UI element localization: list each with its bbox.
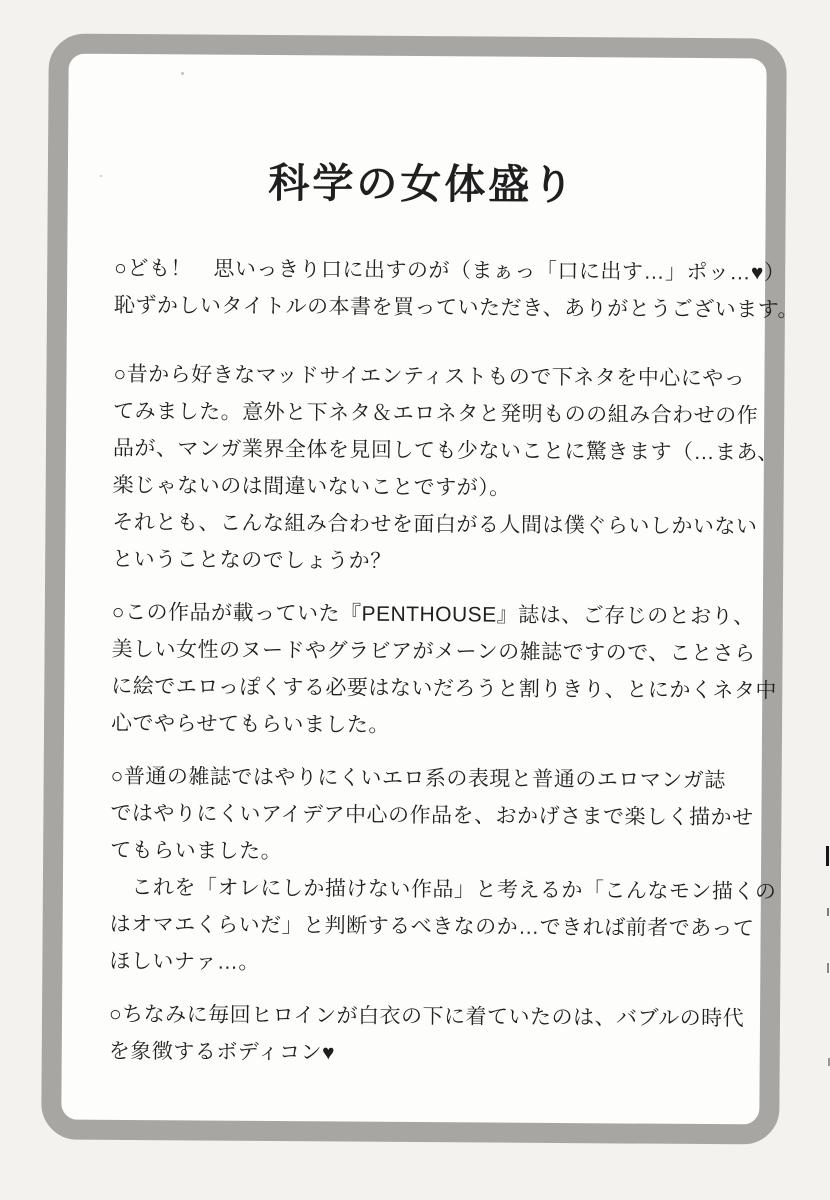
- text-line: ではやりにくいアイデア中心の作品を、おかげさまで楽しく描かせ: [110, 801, 754, 830]
- text-line: 楽じゃないのは間違いないことですが）。: [112, 473, 511, 500]
- text-line: ○昔から好きなマッドサイエンティストもので下ネタを中心にやっ: [113, 362, 746, 391]
- page-title: 科学の女体盛り: [268, 159, 577, 209]
- text-line: ○普通の雑誌ではやりにくいエロ系の表現と普通のエロマンガ誌: [110, 764, 726, 793]
- text-line: はオマエくらいだ」と判断するべきなのか…できれば前者であって: [109, 912, 755, 941]
- paragraph: [110, 594, 778, 746]
- text-line: てみました。意外と下ネタ＆エロネタと発明ものの組み合わせの作: [113, 399, 759, 428]
- paper-speck: [100, 175, 102, 177]
- text-line: それとも、こんな組み合わせを面白がる人間は僕ぐらいしかいない: [112, 510, 758, 539]
- text-line: ○ちなみに毎回ヒロインが白衣の下に着ていたのは、バブルの時代: [108, 1002, 745, 1031]
- scan-artifact: [827, 908, 829, 916]
- text-line: これを「オレにしか描けない作品」と考えるか「こんなモン描くの: [109, 875, 777, 904]
- paragraph: [108, 996, 745, 1074]
- page-frame: [41, 33, 800, 1144]
- text-line: ○この作品が載っていた『PENTHOUSE』誌は、ご存じのとおり、: [111, 600, 755, 629]
- text-line: に絵でエロっぽくする必要はないだろうと割りきり、とにかくネタ中: [111, 674, 778, 703]
- paper-speck: [181, 72, 184, 75]
- text-line: ○ども！ 思いっきり口に出すのが（まぁっ「口に出す…」ポッ…♥）: [114, 256, 786, 285]
- paragraph: [112, 356, 779, 582]
- text-line: 品が、マンガ業界全体を見回しても少ないことに驚きます（…まあ、: [112, 436, 779, 465]
- page-content: [61, 54, 800, 1125]
- paragraph: [113, 250, 800, 328]
- text-line: 恥ずかしいタイトルの本書を買っていただき、ありがとうございます。: [113, 293, 800, 322]
- paragraph: [109, 758, 777, 984]
- text-line: てもらいました。: [110, 838, 283, 864]
- text-line: ということなのでしょうか？: [112, 547, 392, 573]
- text-line: 美しい女性のヌードやグラビアがメーンの雑誌ですので、ことさら: [111, 637, 756, 666]
- text-line: ほしいナァ…。: [109, 949, 260, 974]
- text-line: を象徴するボディコン♥: [108, 1039, 336, 1065]
- scan-artifact: [826, 846, 829, 866]
- text-line: 心でやらせてもらいました。: [110, 711, 391, 737]
- scan-artifact: [827, 963, 829, 973]
- body-text: [108, 250, 800, 1074]
